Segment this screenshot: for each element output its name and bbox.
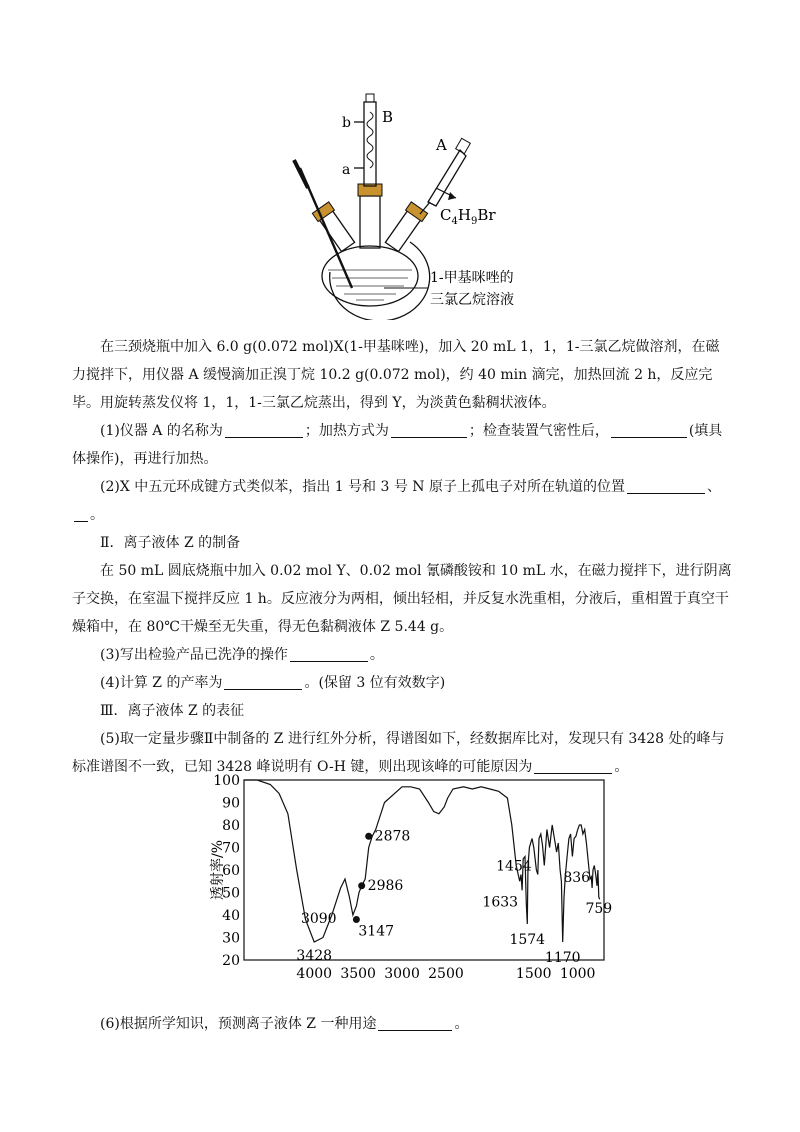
- formula-C4H9Br: $C_4H_9Br$: [440, 206, 496, 227]
- x-tick-label: 1500: [515, 966, 552, 982]
- peak-label: 1574: [509, 932, 546, 948]
- peak-marker: [353, 916, 360, 923]
- center-neck: [360, 196, 380, 248]
- ir-spectrum-chart: [208, 770, 612, 992]
- answer-blank[interactable]: [627, 477, 705, 494]
- paragraph-2: 在 50 mL 圆底烧瓶中加入 0.02 mol Y、0.02 mol 氰磷酸铵和 10 mL 水，在磁力搅拌下，进行阴离子交换，在室温下搅拌反应 1 h。反应液分为两相，倾出轻相，并反复水洗重相，分液后，重相置于真空干燥箱中，在 80℃干燥至无失重，得无色黏稠液体 Z 5.44 g。: [72, 563, 732, 635]
- answer-blank[interactable]: [290, 645, 368, 662]
- spectrum-line: [244, 780, 600, 942]
- paragraph-1: 在三颈烧瓶中加入 6.0 g(0.072 mol)X(1-甲基咪唑)，加入 20 mL 1，1，1-三氯乙烷做溶剂，在磁力搅拌下，用仪器 A 缓慢滴加正溴丁烷 10.2 g(0.072 mol)，约 40 min 滴完，加热回流 2 h，反应完毕。用旋转蒸发仪将 1，1，1-三氯乙烷蒸出，得到 Y，为淡黄色黏稠状液体。: [72, 339, 720, 411]
- label-a: a: [342, 162, 351, 178]
- section-3-heading: Ⅲ．离子液体 Z 的表征: [100, 703, 245, 719]
- peak-label: 759: [585, 901, 612, 917]
- y-tick-label: 50: [222, 885, 240, 902]
- label-b: b: [342, 115, 351, 131]
- x-tick-label: 4000: [296, 966, 333, 982]
- label-B: B: [382, 108, 394, 126]
- answer-blank[interactable]: [611, 421, 687, 438]
- question-5: (5)取一定量步骤Ⅱ中制备的 Z 进行红外分析，得谱图如下，经数据库比对，发现只有 3428 处的峰与标准谱图不一致，已知 3428 峰说明有 O-H 键，则出现该峰的可能原因为 。: [72, 731, 725, 775]
- y-tick-label: 80: [222, 818, 240, 834]
- question-4: (4)计算 Z 的产率为 。(保留 3 位有效数字): [100, 675, 446, 691]
- plot-frame: [244, 780, 604, 960]
- peak-label: 2986: [367, 877, 404, 894]
- x-tick-label: 3500: [340, 966, 376, 982]
- apparatus-figure: [280, 92, 540, 320]
- question-3: (3)写出检验产品已洗净的操作 。: [100, 647, 384, 663]
- y-tick-label: 40: [222, 908, 240, 924]
- y-tick-label: 70: [222, 840, 240, 857]
- solution-label-line2: 三氯乙烷溶液: [430, 292, 514, 308]
- peak-label: 3147: [358, 923, 395, 940]
- peak-label: 836: [563, 870, 591, 886]
- y-axis-label: 透射率/%: [210, 839, 226, 901]
- x-tick-label: 1000: [559, 966, 596, 982]
- flask-liquid: [328, 270, 412, 300]
- peak-label: 1454: [496, 858, 532, 875]
- answer-blank[interactable]: [378, 1014, 452, 1031]
- y-tick-label: 100: [213, 773, 240, 789]
- text-block-2: [72, 1010, 732, 1038]
- answer-blank[interactable]: [225, 421, 303, 438]
- peak-label: 3428: [296, 948, 333, 964]
- peak-label: 1633: [482, 894, 519, 911]
- x-tick-label: 2500: [428, 966, 464, 982]
- answer-blank[interactable]: [74, 505, 88, 522]
- y-tick-label: 20: [222, 953, 240, 969]
- section-2-heading: Ⅱ．离子液体 Z 的制备: [100, 535, 241, 551]
- x-tick-label: 3000: [384, 966, 420, 982]
- flask-body: [330, 242, 430, 320]
- peak-label: 2878: [374, 828, 411, 845]
- y-tick-label: 30: [222, 930, 240, 947]
- answer-blank[interactable]: [224, 673, 302, 690]
- condenser-B: [354, 94, 376, 186]
- text-block-1: [72, 333, 732, 781]
- right-neck: [384, 202, 428, 253]
- y-tick-label: 90: [222, 795, 240, 812]
- question-1: (1)仪器 A 的名称为 ；加热方式为 ；检查装置气密性后， (填具体操作)，再进行加热。: [72, 423, 723, 467]
- question-2: (2)X 中五元环成键方式类似苯，指出 1 号和 3 号 N 原子上孤电子对所在轨道的位置 、。: [72, 473, 732, 529]
- peak-label: 1170: [544, 950, 581, 966]
- solution-label-line1: 1-甲基咪唑的: [430, 270, 514, 286]
- y-tick-label: 60: [222, 863, 240, 879]
- label-A: A: [436, 136, 447, 154]
- peak-label: 3090: [300, 911, 337, 927]
- question-6: (6)根据所学知识，预测离子液体 Z 一种用途 。: [100, 1016, 469, 1032]
- answer-blank[interactable]: [391, 421, 467, 438]
